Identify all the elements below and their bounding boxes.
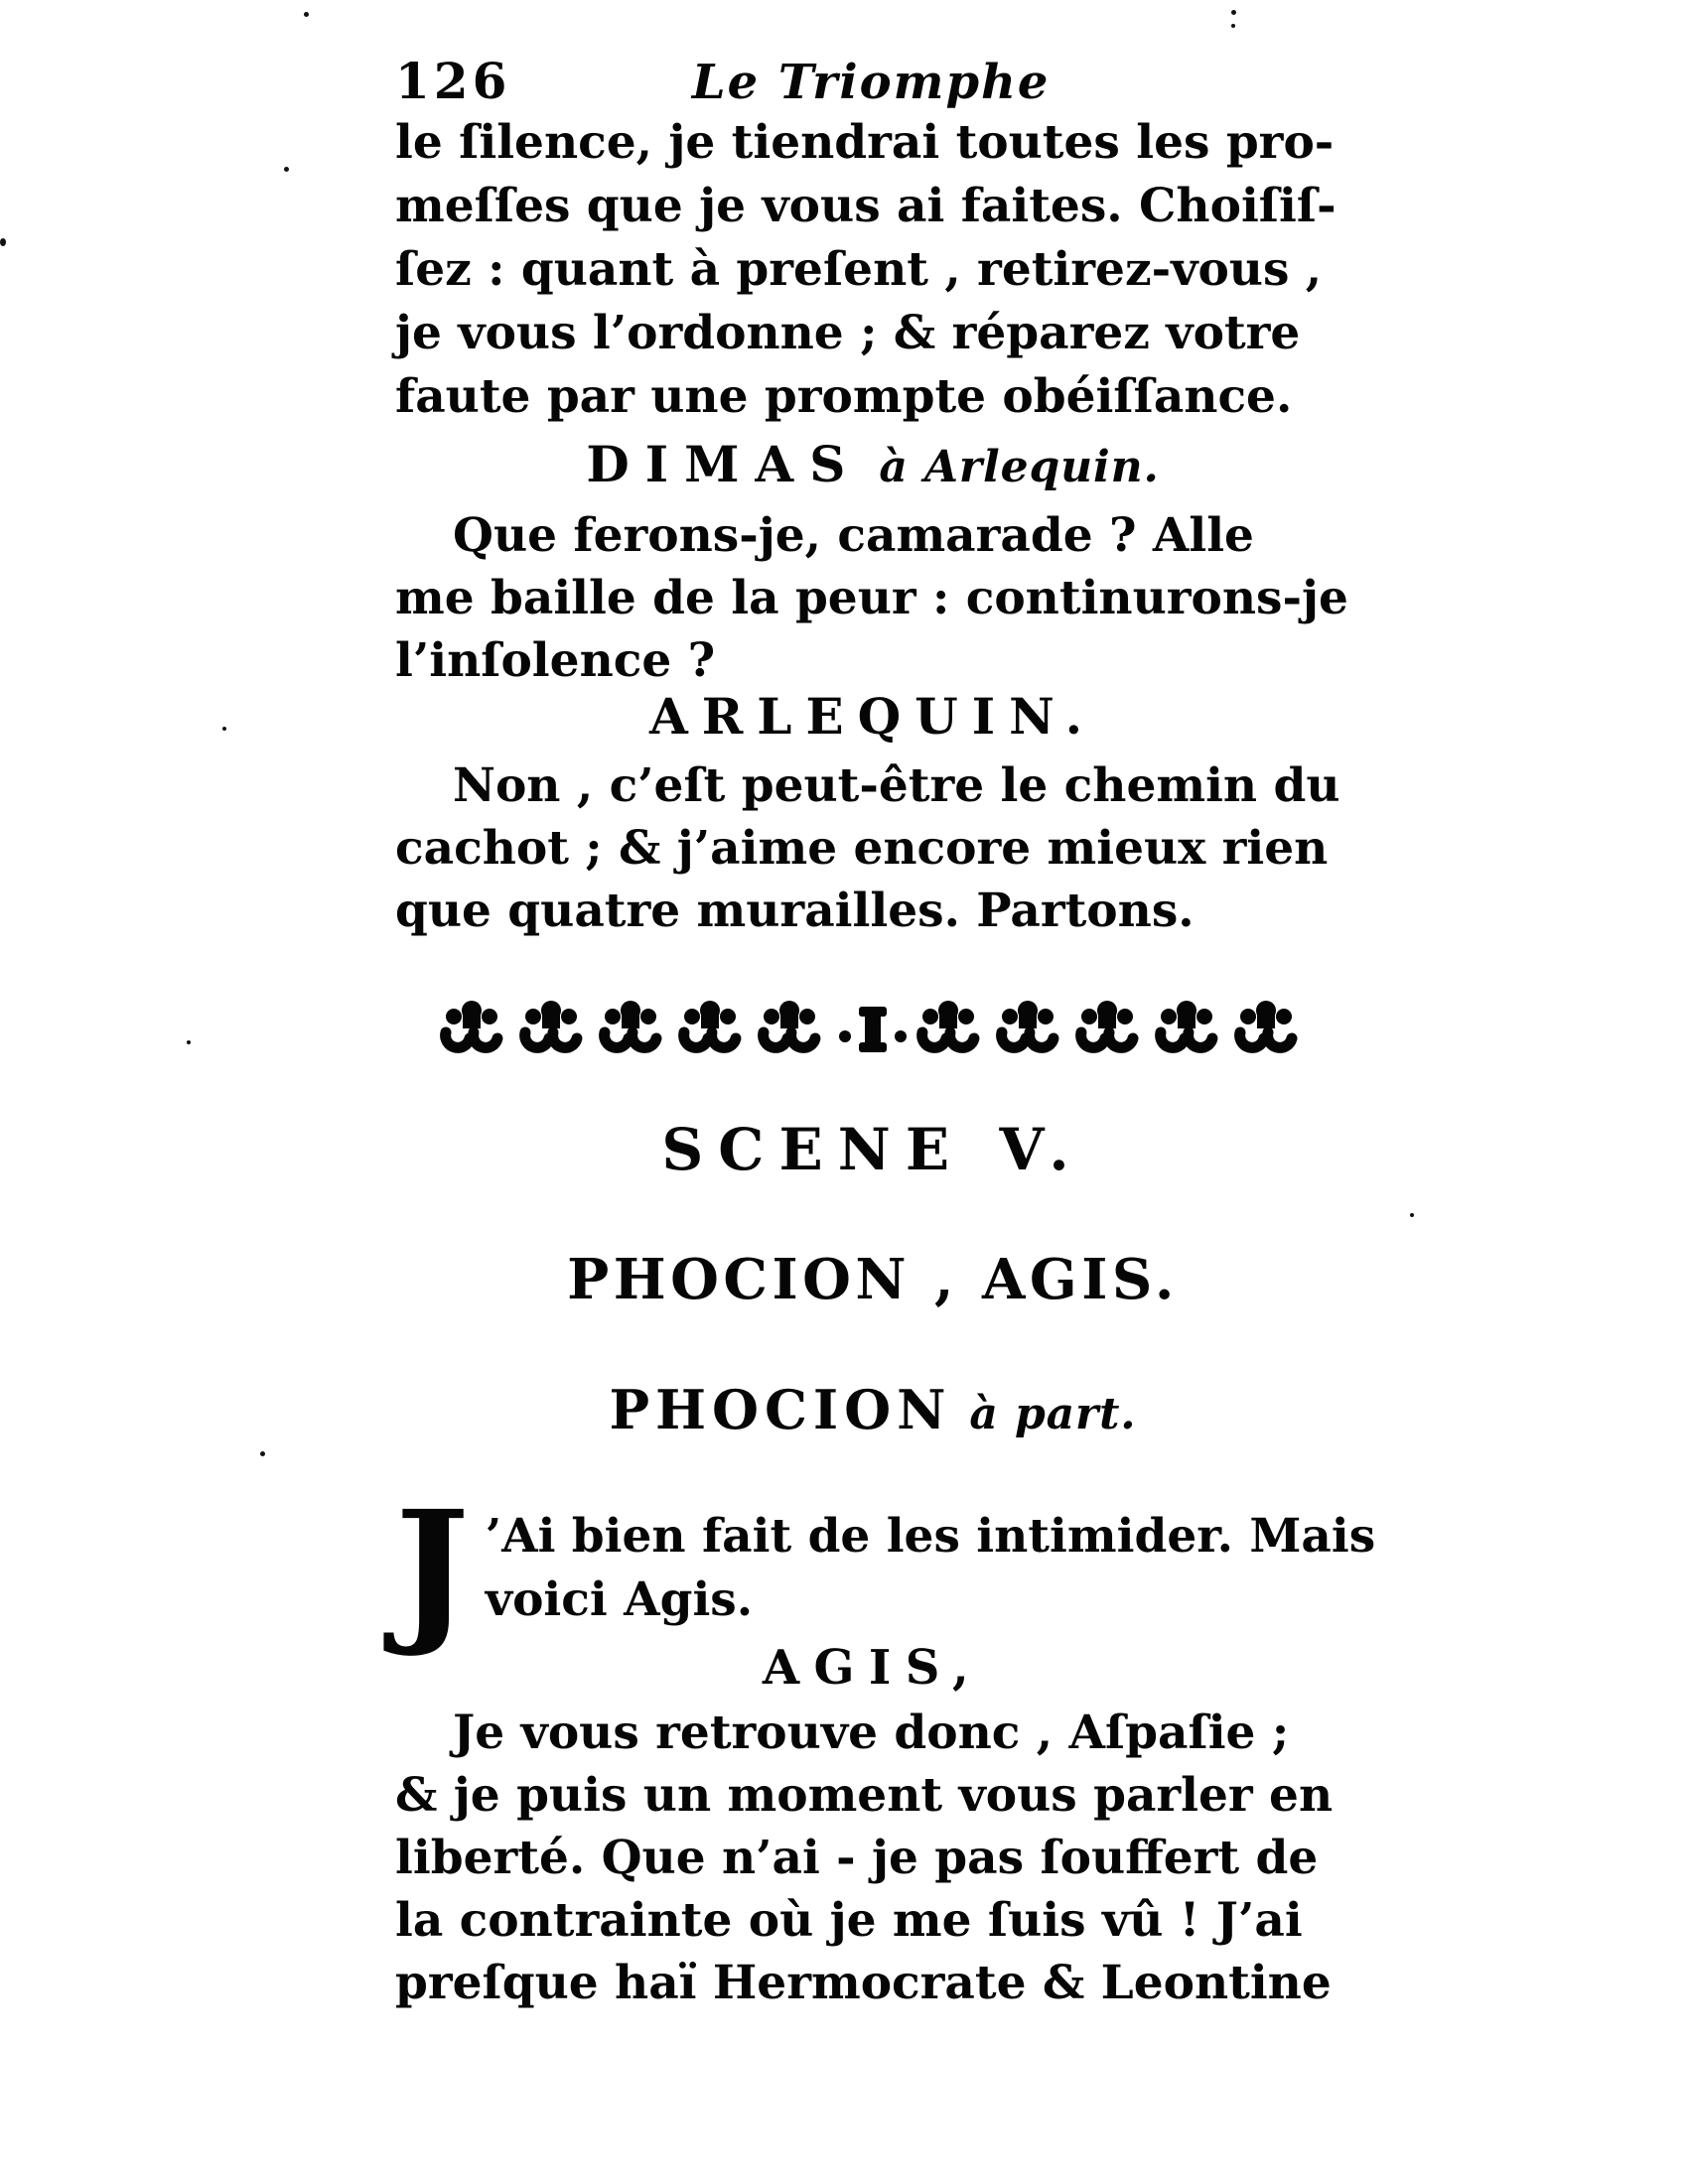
text-line: Non , c’eſt peut-être le chemin du: [453, 758, 1340, 813]
stage-direction: à part.: [969, 1389, 1137, 1439]
text-line: ſez : quant à preſent , retirez-vous ,: [395, 242, 1323, 297]
scene-characters-heading: PHOCION , AGIS.: [567, 1247, 1179, 1312]
drop-cap: J: [395, 1477, 470, 1661]
text-line: preſque haï Hermocrate & Leontine: [395, 1956, 1332, 2010]
ink-speck: [1231, 24, 1235, 28]
text-line: ’Ai bien fait de les intimider. Mais: [485, 1509, 1376, 1564]
speaker-heading-agis: AGIS,: [762, 1640, 984, 1696]
text-line: Que ferons-je, camarade ? Alle: [453, 508, 1254, 563]
running-title: Le Triomphe: [691, 55, 1051, 110]
speech-paragraph: [395, 1477, 1376, 1661]
text-line: l’inſolence ?: [395, 633, 716, 688]
speaker-heading-arlequin: [395, 687, 1350, 746]
text-line: me baille de la peur : continurons-je: [395, 571, 1348, 625]
speech-paragraph: [395, 504, 1350, 692]
speaker-name: ARLEQUIN.: [648, 687, 1097, 746]
speech-paragraph: [395, 1702, 1350, 2014]
text-line: Je vous retrouve donc , Aſpaſie ;: [453, 1706, 1290, 1760]
page-header: [395, 52, 1350, 110]
stage-direction: à Arlequin.: [879, 442, 1160, 492]
text-line: voici Agis.: [485, 1572, 754, 1627]
ink-speck: [222, 727, 226, 731]
text-line: cachot ; & j’aime encore mieux rien: [395, 821, 1329, 876]
speaker-name: PHOCION: [609, 1378, 952, 1441]
text-line: & je puis un moment vous parler en: [395, 1768, 1334, 1823]
speaker-heading-phocion: [395, 1378, 1350, 1441]
text-line: que quatre murailles. Partons.: [395, 884, 1195, 938]
ink-speck: [1231, 10, 1236, 15]
ink-speck: [260, 1451, 265, 1456]
page-number: 126: [395, 52, 511, 110]
text-line: je vous l’ordonne ; & réparez votre: [395, 306, 1301, 360]
speech-paragraph: [395, 754, 1350, 942]
ink-speck: [1410, 1213, 1414, 1217]
speaker-name: DIMAS: [586, 435, 862, 493]
ink-speck: [284, 167, 289, 172]
speech-paragraph: [395, 111, 1350, 429]
text-line: liberté. Que n’ai - je pas ſouffert de: [395, 1831, 1319, 1885]
scene-heading: SCENE V.: [661, 1116, 1084, 1183]
speaker-heading-dimas: [395, 435, 1350, 493]
text-line: le ſilence, je tiendrai toutes les pro-: [395, 115, 1335, 170]
ink-speck: [304, 12, 309, 17]
ink-speck: [0, 238, 6, 246]
text-line: faute par une prompte obéiſſance.: [395, 369, 1293, 424]
ink-speck: [187, 1040, 191, 1044]
drop-cap-lines: [486, 1505, 1375, 1632]
text-line: meſſes que je vous ai faites. Choiſiſ-: [395, 179, 1336, 233]
fleuron-ornament-band: [395, 997, 1350, 1070]
text-line: la contrainte où je me ſuis vû ! J’ai: [395, 1893, 1303, 1948]
